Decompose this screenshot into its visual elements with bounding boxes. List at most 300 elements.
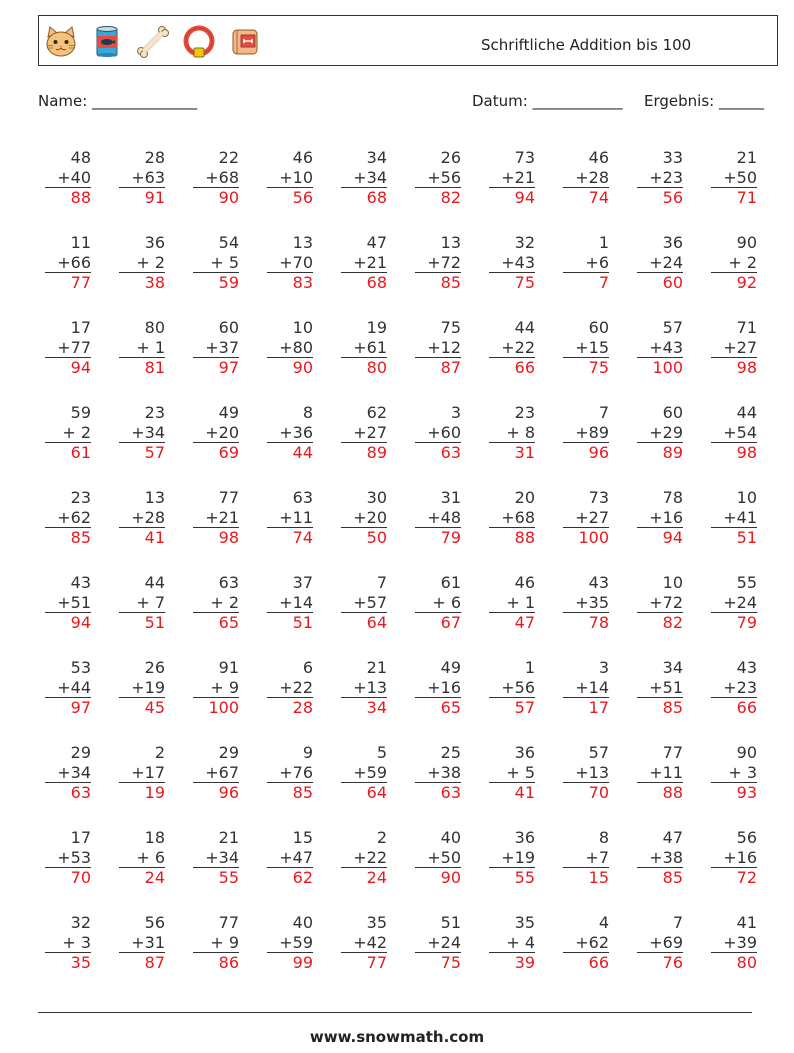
addition-problem	[119, 828, 165, 888]
sum-answer: 74	[292, 528, 313, 547]
first-addend: 2	[376, 828, 387, 847]
addition-problem	[637, 318, 683, 378]
first-addend: 60	[588, 318, 609, 337]
sum-answer: 85	[70, 528, 91, 547]
second-addend: + 9	[193, 933, 239, 954]
addition-problem	[415, 573, 461, 633]
addition-problem	[267, 743, 313, 803]
addition-problem	[489, 743, 535, 803]
addition-problem	[45, 828, 91, 888]
addition-problem	[341, 318, 387, 378]
addition-problem	[119, 913, 165, 973]
second-addend: +34	[193, 848, 239, 869]
first-addend: 20	[514, 488, 535, 507]
first-addend: 10	[736, 488, 757, 507]
sum-answer: 79	[440, 528, 461, 547]
footer-url[interactable]: www.snowmath.com	[309, 1028, 485, 1046]
second-addend: +22	[341, 848, 387, 869]
sum-answer: 64	[366, 613, 387, 632]
second-addend: +34	[45, 763, 91, 784]
sum-answer: 86	[218, 953, 239, 972]
first-addend: 9	[302, 743, 313, 762]
second-addend: +80	[267, 338, 313, 359]
first-addend: 60	[218, 318, 239, 337]
first-addend: 73	[514, 148, 535, 167]
first-addend: 21	[218, 828, 239, 847]
second-addend: +68	[489, 508, 535, 529]
second-addend: +63	[119, 168, 165, 189]
sum-answer: 59	[218, 273, 239, 292]
addition-problem	[267, 318, 313, 378]
first-addend: 21	[736, 148, 757, 167]
second-addend: +23	[711, 678, 757, 699]
first-addend: 40	[440, 828, 461, 847]
second-addend: +54	[711, 423, 757, 444]
second-addend: +14	[563, 678, 609, 699]
second-addend: +11	[637, 763, 683, 784]
sum-answer: 94	[70, 613, 91, 632]
first-addend: 23	[514, 403, 535, 422]
name-field[interactable]: Name: ______________	[38, 92, 198, 110]
addition-problem	[119, 488, 165, 548]
addition-problem	[563, 318, 609, 378]
second-addend: +50	[711, 168, 757, 189]
first-addend: 71	[736, 318, 757, 337]
addition-problem	[193, 913, 239, 973]
second-addend: +61	[341, 338, 387, 359]
first-addend: 49	[440, 658, 461, 677]
addition-problem	[341, 573, 387, 633]
sum-answer: 79	[736, 613, 757, 632]
first-addend: 91	[218, 658, 239, 677]
sum-answer: 70	[70, 868, 91, 887]
sum-answer: 77	[366, 953, 387, 972]
second-addend: +51	[45, 593, 91, 614]
sum-answer: 38	[144, 273, 165, 292]
addition-problem	[341, 488, 387, 548]
second-addend: +6	[563, 253, 609, 274]
sum-answer: 75	[440, 953, 461, 972]
second-addend: +56	[415, 168, 461, 189]
addition-problem	[267, 233, 313, 293]
sum-answer: 94	[662, 528, 683, 547]
sum-answer: 41	[144, 528, 165, 547]
addition-problem	[415, 148, 461, 208]
sum-answer: 89	[366, 443, 387, 462]
addition-problem	[45, 403, 91, 463]
addition-problem	[193, 658, 239, 718]
addition-problem	[415, 658, 461, 718]
second-addend: +68	[193, 168, 239, 189]
addition-problem	[711, 403, 757, 463]
first-addend: 13	[292, 233, 313, 252]
addition-problem	[563, 573, 609, 633]
second-addend: + 8	[489, 423, 535, 444]
second-addend: +21	[341, 253, 387, 274]
second-addend: +66	[45, 253, 91, 274]
first-addend: 57	[662, 318, 683, 337]
second-addend: +31	[119, 933, 165, 954]
addition-problem	[341, 743, 387, 803]
first-addend: 77	[218, 913, 239, 932]
addition-problem	[637, 828, 683, 888]
second-addend: + 3	[711, 763, 757, 784]
addition-problem	[267, 403, 313, 463]
first-addend: 18	[144, 828, 165, 847]
second-addend: +28	[119, 508, 165, 529]
addition-problem	[193, 488, 239, 548]
addition-problem	[711, 573, 757, 633]
second-addend: +22	[489, 338, 535, 359]
worksheet-title: Schriftliche Addition bis 100	[481, 36, 692, 54]
addition-problem	[563, 828, 609, 888]
second-addend: +35	[563, 593, 609, 614]
sum-answer: 97	[70, 698, 91, 717]
sum-answer: 96	[588, 443, 609, 462]
first-addend: 40	[292, 913, 313, 932]
second-addend: +50	[415, 848, 461, 869]
first-addend: 36	[662, 233, 683, 252]
second-addend: + 3	[45, 933, 91, 954]
second-addend: +72	[637, 593, 683, 614]
sum-answer: 69	[218, 443, 239, 462]
sum-answer: 28	[292, 698, 313, 717]
sum-answer: 80	[366, 358, 387, 377]
second-addend: +11	[267, 508, 313, 529]
second-addend: +19	[119, 678, 165, 699]
sum-answer: 66	[514, 358, 535, 377]
second-addend: +89	[563, 423, 609, 444]
sum-answer: 7	[598, 273, 609, 292]
addition-problem	[415, 318, 461, 378]
second-addend: +21	[489, 168, 535, 189]
second-addend: +39	[711, 933, 757, 954]
second-addend: +20	[341, 508, 387, 529]
first-addend: 43	[70, 573, 91, 592]
icon-strip	[43, 20, 273, 64]
sum-answer: 91	[144, 188, 165, 207]
first-addend: 8	[598, 828, 609, 847]
first-addend: 35	[514, 913, 535, 932]
sum-answer: 67	[440, 613, 461, 632]
second-addend: +77	[45, 338, 91, 359]
sum-answer: 65	[440, 698, 461, 717]
sum-answer: 24	[144, 868, 165, 887]
first-addend: 22	[218, 148, 239, 167]
first-addend: 57	[588, 743, 609, 762]
second-addend: + 9	[193, 678, 239, 699]
addition-problem	[637, 148, 683, 208]
second-addend: +10	[267, 168, 313, 189]
second-addend: +16	[415, 678, 461, 699]
first-addend: 15	[292, 828, 313, 847]
addition-problem	[637, 913, 683, 973]
first-addend: 47	[662, 828, 683, 847]
second-addend: + 2	[45, 423, 91, 444]
sum-answer: 62	[292, 868, 313, 887]
addition-problem	[267, 148, 313, 208]
sum-answer: 77	[70, 273, 91, 292]
second-addend: + 2	[711, 253, 757, 274]
first-addend: 53	[70, 658, 91, 677]
first-addend: 46	[588, 148, 609, 167]
addition-problem	[637, 658, 683, 718]
first-addend: 29	[218, 743, 239, 762]
second-addend: +47	[267, 848, 313, 869]
sum-answer: 56	[292, 188, 313, 207]
sum-answer: 94	[70, 358, 91, 377]
first-addend: 26	[144, 658, 165, 677]
second-addend: +48	[415, 508, 461, 529]
first-addend: 60	[662, 403, 683, 422]
sum-answer: 63	[440, 443, 461, 462]
second-addend: +12	[415, 338, 461, 359]
addition-problem	[415, 913, 461, 973]
result-field[interactable]: Ergebnis: ______	[644, 92, 764, 110]
second-addend: + 7	[119, 593, 165, 614]
addition-problem	[341, 828, 387, 888]
addition-problem	[193, 233, 239, 293]
first-addend: 34	[662, 658, 683, 677]
addition-problem	[489, 148, 535, 208]
addition-problem	[711, 828, 757, 888]
first-addend: 44	[514, 318, 535, 337]
second-addend: +70	[267, 253, 313, 274]
sum-answer: 68	[366, 273, 387, 292]
addition-problem	[119, 743, 165, 803]
addition-problem	[341, 403, 387, 463]
second-addend: +62	[563, 933, 609, 954]
first-addend: 10	[662, 573, 683, 592]
collar-band-icon	[227, 24, 263, 60]
first-addend: 55	[736, 573, 757, 592]
first-addend: 4	[598, 913, 609, 932]
first-addend: 32	[70, 913, 91, 932]
first-addend: 6	[302, 658, 313, 677]
sum-answer: 82	[440, 188, 461, 207]
addition-problem	[637, 488, 683, 548]
first-addend: 31	[440, 488, 461, 507]
sum-answer: 88	[662, 783, 683, 802]
first-addend: 46	[292, 148, 313, 167]
first-addend: 7	[672, 913, 683, 932]
first-addend: 10	[292, 318, 313, 337]
addition-problem	[119, 573, 165, 633]
addition-problem	[267, 488, 313, 548]
second-addend: + 5	[193, 253, 239, 274]
addition-problem	[637, 573, 683, 633]
sum-answer: 97	[218, 358, 239, 377]
first-addend: 29	[70, 743, 91, 762]
addition-problem	[45, 573, 91, 633]
first-addend: 28	[144, 148, 165, 167]
sum-answer: 66	[736, 698, 757, 717]
first-addend: 77	[218, 488, 239, 507]
second-addend: + 2	[193, 593, 239, 614]
addition-problem	[563, 488, 609, 548]
sum-answer: 93	[736, 783, 757, 802]
sum-answer: 60	[662, 273, 683, 292]
first-addend: 43	[736, 658, 757, 677]
sum-answer: 15	[588, 868, 609, 887]
sum-answer: 99	[292, 953, 313, 972]
tin-can-icon	[89, 24, 125, 60]
addition-problem	[45, 658, 91, 718]
first-addend: 13	[440, 233, 461, 252]
addition-problem	[563, 658, 609, 718]
addition-problem	[489, 573, 535, 633]
addition-problem	[341, 913, 387, 973]
sum-answer: 88	[514, 528, 535, 547]
sum-answer: 51	[736, 528, 757, 547]
sum-answer: 85	[440, 273, 461, 292]
first-addend: 3	[598, 658, 609, 677]
first-addend: 43	[588, 573, 609, 592]
addition-problem	[45, 318, 91, 378]
second-addend: +14	[267, 593, 313, 614]
second-addend: +19	[489, 848, 535, 869]
addition-problem	[193, 573, 239, 633]
first-addend: 5	[376, 743, 387, 762]
sum-answer: 71	[736, 188, 757, 207]
addition-problem	[45, 913, 91, 973]
first-addend: 3	[450, 403, 461, 422]
addition-problem	[563, 233, 609, 293]
addition-problem	[267, 828, 313, 888]
addition-problem	[119, 233, 165, 293]
second-addend: +37	[193, 338, 239, 359]
sum-answer: 75	[588, 358, 609, 377]
sum-answer: 90	[218, 188, 239, 207]
addition-problem	[415, 488, 461, 548]
addition-problem	[119, 148, 165, 208]
second-addend: +56	[489, 678, 535, 699]
first-addend: 36	[144, 233, 165, 252]
sum-answer: 74	[588, 188, 609, 207]
addition-problem	[637, 233, 683, 293]
addition-problem	[119, 318, 165, 378]
second-addend: +43	[489, 253, 535, 274]
second-addend: + 4	[489, 933, 535, 954]
second-addend: +24	[711, 593, 757, 614]
sum-answer: 35	[70, 953, 91, 972]
second-addend: +57	[341, 593, 387, 614]
addition-problem	[119, 403, 165, 463]
second-addend: +13	[563, 763, 609, 784]
second-addend: +59	[341, 763, 387, 784]
first-addend: 21	[366, 658, 387, 677]
first-addend: 44	[736, 403, 757, 422]
first-addend: 75	[440, 318, 461, 337]
first-addend: 51	[440, 913, 461, 932]
second-addend: +13	[341, 678, 387, 699]
addition-problem	[45, 743, 91, 803]
first-addend: 34	[366, 148, 387, 167]
addition-problem	[489, 488, 535, 548]
second-addend: + 1	[489, 593, 535, 614]
date-field[interactable]: Datum: ____________	[472, 92, 623, 110]
first-addend: 59	[70, 403, 91, 422]
addition-problem	[45, 148, 91, 208]
sum-answer: 88	[70, 188, 91, 207]
addition-problem	[489, 658, 535, 718]
sum-answer: 57	[144, 443, 165, 462]
sum-answer: 80	[736, 953, 757, 972]
sum-answer: 55	[218, 868, 239, 887]
first-addend: 80	[144, 318, 165, 337]
sum-answer: 64	[366, 783, 387, 802]
sum-answer: 85	[292, 783, 313, 802]
first-addend: 56	[144, 913, 165, 932]
sum-answer: 70	[588, 783, 609, 802]
header-box	[38, 15, 778, 66]
addition-problem	[415, 828, 461, 888]
first-addend: 7	[376, 573, 387, 592]
addition-problem	[415, 233, 461, 293]
addition-problem	[489, 318, 535, 378]
first-addend: 23	[70, 488, 91, 507]
addition-problem	[193, 828, 239, 888]
sum-answer: 57	[514, 698, 535, 717]
first-addend: 25	[440, 743, 461, 762]
first-addend: 33	[662, 148, 683, 167]
addition-problem	[563, 743, 609, 803]
second-addend: + 2	[119, 253, 165, 274]
second-addend: +59	[267, 933, 313, 954]
first-addend: 41	[736, 913, 757, 932]
second-addend: +34	[341, 168, 387, 189]
first-addend: 11	[70, 233, 91, 252]
second-addend: +60	[415, 423, 461, 444]
cat-face-icon	[43, 24, 79, 60]
first-addend: 63	[292, 488, 313, 507]
addition-problem	[45, 488, 91, 548]
second-addend: +62	[45, 508, 91, 529]
sum-answer: 96	[218, 783, 239, 802]
sum-answer: 78	[588, 613, 609, 632]
addition-problem	[415, 743, 461, 803]
second-addend: +38	[637, 848, 683, 869]
addition-problem	[711, 148, 757, 208]
sum-answer: 82	[662, 613, 683, 632]
sum-answer: 98	[218, 528, 239, 547]
first-addend: 13	[144, 488, 165, 507]
second-addend: +38	[415, 763, 461, 784]
second-addend: +42	[341, 933, 387, 954]
addition-problem	[267, 658, 313, 718]
addition-problem	[563, 403, 609, 463]
sum-answer: 100	[578, 528, 609, 547]
addition-problem	[119, 658, 165, 718]
second-addend: +53	[45, 848, 91, 869]
first-addend: 54	[218, 233, 239, 252]
second-addend: +7	[563, 848, 609, 869]
second-addend: +34	[119, 423, 165, 444]
second-addend: +76	[267, 763, 313, 784]
addition-problem	[489, 403, 535, 463]
sum-answer: 81	[144, 358, 165, 377]
sum-answer: 51	[292, 613, 313, 632]
first-addend: 17	[70, 318, 91, 337]
addition-problem	[637, 403, 683, 463]
first-addend: 32	[514, 233, 535, 252]
addition-problem	[711, 658, 757, 718]
sum-answer: 56	[662, 188, 683, 207]
first-addend: 77	[662, 743, 683, 762]
sum-answer: 72	[736, 868, 757, 887]
first-addend: 23	[144, 403, 165, 422]
second-addend: +51	[637, 678, 683, 699]
